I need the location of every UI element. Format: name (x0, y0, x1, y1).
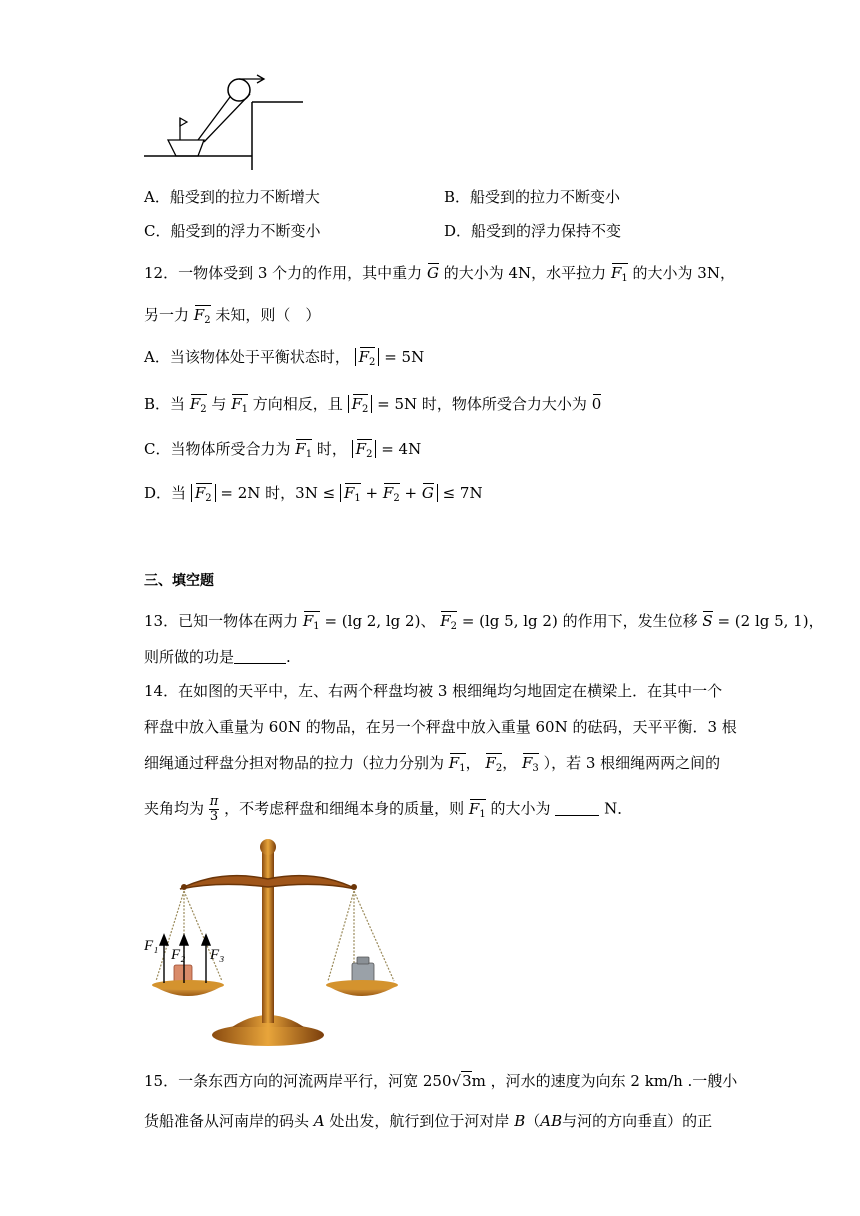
q14-line4: 夹角均为 $\frac{\pi}{3}$ ，不考虑秤盘和细绳本身的质量，则 $F_1$ 的大小为 N． (144, 794, 633, 824)
q11-option-d: D．船受到的浮力保持不变 (444, 222, 622, 240)
force-label-f1: F₁ (144, 938, 159, 954)
q14-line2: 秤盘中放入重量为 60N 的物品，在另一个秤盘中放入重量 60N 的砝码，天平平衡．3 根 (144, 718, 737, 736)
q15-line2: 货船准备从河南岸的码头 A 处出发，航行到位于河对岸 B（AB与河的方向垂直）的正 (144, 1112, 713, 1130)
q12-stem-line1: 12．一物体受到 3 个力的作用，其中重力 G 的大小为 4N，水平拉力 $F_1$ 的大小为 3N， (144, 264, 735, 284)
q13-line1: 13．已知一物体在两力 $F_1 = (\lg$ 2, lg 2)、 $F_2 = (\lg$ 5, lg 2) 的作用下，发生位移 S = (2 lg 5, 1)， (144, 612, 824, 632)
q11-option-b: B．船受到的拉力不断变小 (444, 188, 621, 206)
q12-option-c: C．当物体所受合力为 $F_1$ 时， $F_2 = 4N$ (144, 440, 422, 460)
q13-line2: 则所做的功是 . (144, 648, 291, 666)
force-label-f2: F₂ (171, 947, 186, 963)
answer-blank[interactable] (234, 662, 286, 664)
q14-line1: 14．在如图的天平中，左、右两个秤盘均被 3 根细绳均匀地固定在横梁上．在其中一个 (144, 682, 723, 700)
q12-stem-line2: 另一力 $F_2$ 未知，则（ ） (144, 306, 321, 326)
answer-blank[interactable] (555, 814, 599, 816)
force-label-f3: F₃ (210, 947, 225, 963)
q12-option-a: A．当该物体处于平衡状态时， $F_2 = 5N$ (144, 348, 425, 368)
q12-option-b: B．当 $F_2$ 与 $F_1$ 方向相反，且 $F_2 = 5N$ 时，物体所受合力大小为 0 (144, 395, 602, 415)
q11-option-c: C．船受到的浮力不断变小 (144, 222, 321, 240)
q15-line1: 15．一条东西方向的河流两岸平行，河宽 250√3m ，河水的速度为向东 2 km/h .一艘小 (144, 1072, 738, 1090)
q12-option-d: D．当 $F_2 = 2N$ 时，$3N \le F_1 + F_2 + G \le 7N$ (144, 484, 483, 504)
q11-option-a: A．船受到的拉力不断增大 (144, 188, 320, 206)
q14-line3: 细绳通过秤盘分担对物品的拉力（拉力分别为 $F_1$， $F_2$， $F_3$ ），若 3 根细绳两两之间的 (144, 754, 721, 774)
pi-over-3-fraction: $\frac{\pi}{3}$ (209, 794, 219, 824)
balance-scale-figure (140, 835, 412, 1050)
section-heading-fill-in: 三、填空题 (144, 573, 214, 589)
pulley-boat-figure (140, 66, 310, 174)
